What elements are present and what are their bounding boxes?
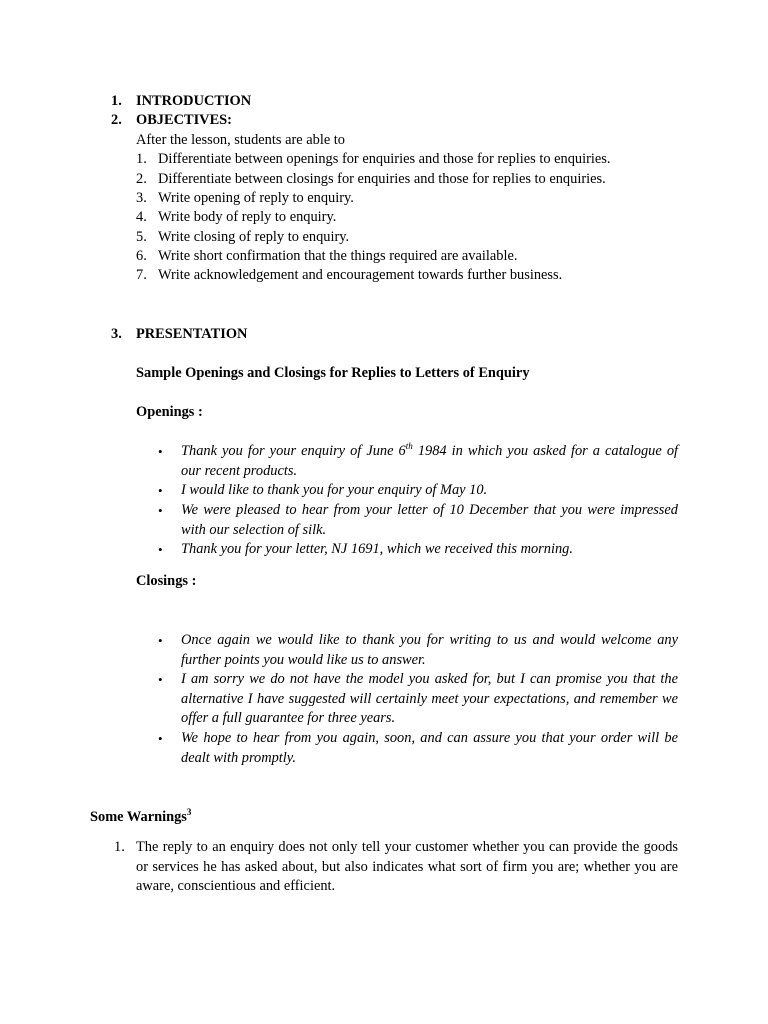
objective-number: 6. xyxy=(136,248,147,264)
objective-item: Differentiate between closings for enquiries and those for replies to enquiries. xyxy=(158,171,606,187)
opening-item: Thank you for your letter, NJ 1691, which we received this morning. xyxy=(181,541,573,557)
section-title-introduction: INTRODUCTION xyxy=(136,93,252,109)
bullet-icon: • xyxy=(158,542,163,557)
objective-item: Write acknowledgement and encouragement towards further business. xyxy=(158,267,563,283)
bullet-icon: • xyxy=(158,731,163,746)
objective-number: 1. xyxy=(136,151,147,167)
warning-number: 1. xyxy=(114,839,125,855)
bullet-icon: • xyxy=(158,444,163,459)
section-title-objectives: OBJECTIVES: xyxy=(136,112,232,128)
section-number: 3. xyxy=(111,326,122,342)
section-number: 1. xyxy=(111,93,122,109)
objective-item: Write closing of reply to enquiry. xyxy=(158,229,350,245)
opening-item: I would like to thank you for your enquiry of May 10. xyxy=(181,482,488,498)
objective-number: 3. xyxy=(136,190,147,206)
section-number: 2. xyxy=(111,112,122,128)
bullet-icon: • xyxy=(158,503,163,518)
objective-item: Write body of reply to enquiry. xyxy=(158,209,337,225)
closings-label: Closings : xyxy=(136,573,197,589)
closing-item: I am sorry we do not have the model you asked for, but I can promise you that the alternative I have suggested will certainly meet your expectations, and remember we offer a full guarantee for three years. xyxy=(181,671,678,726)
objective-number: 4. xyxy=(136,209,147,225)
bullet-icon: • xyxy=(158,672,163,687)
objective-item: Write opening of reply to enquiry. xyxy=(158,190,354,206)
closing-item: Once again we would like to thank you for writing to us and would welcome any further points you would like us to answer. xyxy=(181,632,678,668)
objective-number: 7. xyxy=(136,267,147,283)
section-title-presentation: PRESENTATION xyxy=(136,326,248,342)
objective-number: 2. xyxy=(136,171,147,187)
objectives-intro: After the lesson, students are able to xyxy=(136,132,346,148)
warnings-heading: Some Warnings$^3$ xyxy=(90,807,192,825)
objective-number: 5. xyxy=(136,229,147,245)
bullet-icon: • xyxy=(158,633,163,648)
objective-item: Write short confirmation that the things required are available. xyxy=(158,248,518,264)
objective-item: Differentiate between openings for enquiries and those for replies to enquiries. xyxy=(158,151,611,167)
warning-item: The reply to an enquiry does not only tell your customer whether you can provide the goods or services he has asked about, but also indicates what sort of firm you are; whether you are aware, conscientious and efficient. xyxy=(136,839,678,894)
presentation-heading: Sample Openings and Closings for Replies to Letters of Enquiry xyxy=(136,365,530,381)
closing-item: We hope to hear from you again, soon, and can assure you that your order will be dealt with promptly. xyxy=(181,730,678,766)
opening-item: We were pleased to hear from your letter of 10 December that you were impressed with our selection of silk. xyxy=(181,502,678,538)
openings-label: Openings : xyxy=(136,404,203,420)
opening-item: Thank you for your enquiry of June 6th 1984 in which you asked for a catalogue of our recent products. xyxy=(181,441,679,479)
bullet-icon: • xyxy=(158,483,163,498)
